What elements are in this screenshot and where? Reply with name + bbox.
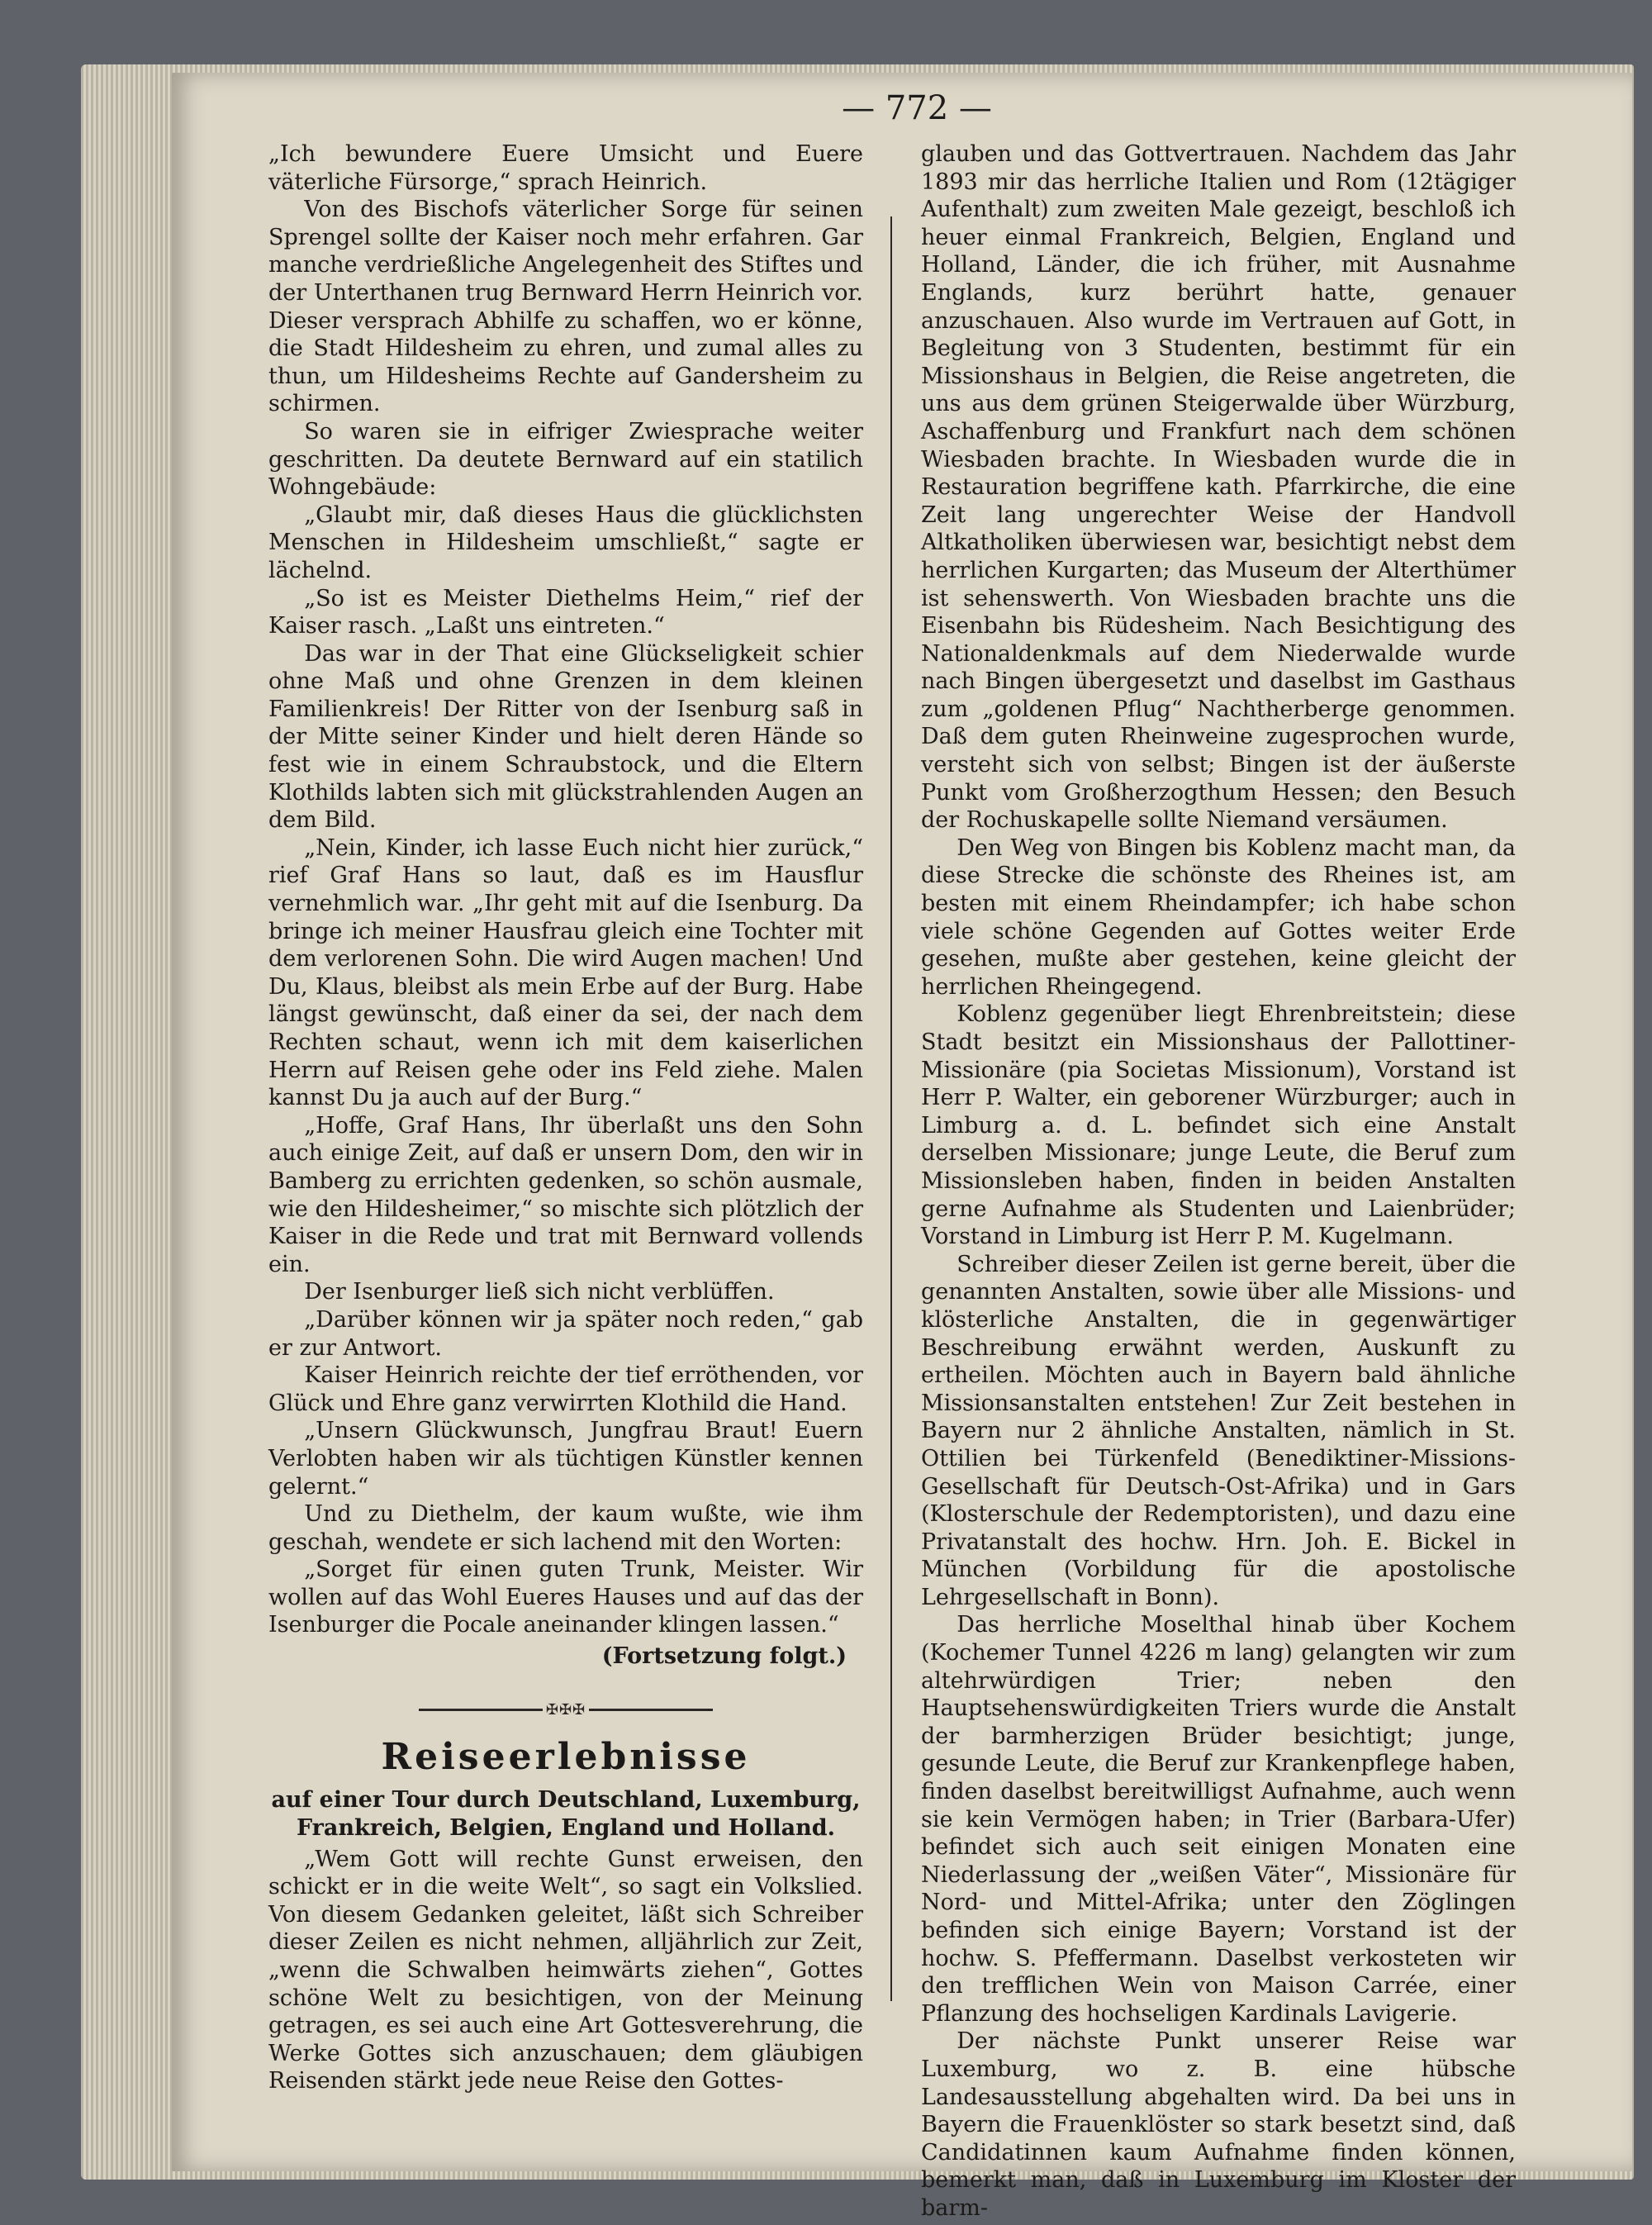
paragraph: „Hoffe, Graf Hans, Ihr überlaßt uns den Sohn auch einige Zeit, auf daß er unsern Dom, den wir in Bamberg zu errichten gedenken, so schön ausmale, wie den Hildesheimer,“ so mischte sich plötzlich der Kaiser in die Rede und trat mit Bernward vollends ein. <box>268 1112 863 1277</box>
left-column <box>268 140 863 2095</box>
paragraph: Der nächste Punkt unserer Reise war Luxemburg, wo z. B. eine hübsche Landesausstellung abgehalten wird. Da bei uns in Bayern die Frauenklöster so stark besetzt sind, daß Candidatinnen kaum Aufnahme finden können, bemerkt man, daß in Luxemburg im Kloster der barm- <box>921 2028 1516 2221</box>
paragraph: Den Weg von Bingen bis Koblenz macht man, da diese Strecke die schönste des Rheines ist, am besten mit einem Rheindampfer; ich habe schon viele schöne Gegenden auf Gottes weiter Erde gesehen, mußte aber gestehen, keine gleicht der herrlichen Rheingegend. <box>921 834 1516 1000</box>
page-number: — 772 — <box>842 89 992 127</box>
paragraph: „Sorget für einen guten Trunk, Meister. Wir wollen auf das Wohl Eueres Hauses und auf das der Isenburger die Pocale aneinander klingen lassen.“ <box>268 1557 863 1638</box>
paragraph: Und zu Diethelm, der kaum wußte, wie ihm geschah, wendete er sich lachend mit den Worten: <box>268 1501 863 1555</box>
paragraph: „Ich bewundere Euere Umsicht und Euere väterliche Fürsorge,“ sprach Heinrich. <box>268 141 863 195</box>
paragraph: Der Isenburger ließ sich nicht verblüffen. <box>304 1279 775 1305</box>
paragraph: glauben und das Gottvertrauen. Nachdem das Jahr 1893 mir das herrliche Italien und Rom (12tägiger Aufenthalt) zum zweiten Male gezeigt, beschloß ich heuer einmal Frankreich, Belgien, England und Holland, Länder, die ich früher, mit Ausnahme Englands, kurz berührt hatte, genauer anzuschauen. Also wurde im Vertrauen auf Gott, in Begleitung von 3 Studenten, bestimmt für ein Missionshaus in Belgien, die Reise angetreten, die uns aus dem grünen Steigerwalde über Würzburg, Aschaffenburg und Frankfurt nach dem schönen Wiesbaden brachte. In Wiesbaden wurde die in Restauration begriffene kath. Pfarrkirche, die eine Zeit lang ungerechter Weise der Handvoll Altkatholiken überwiesen war, besichtigt nebst dem herrlichen Kurgarten; das Museum der Alterthümer ist sehenswerth. Von Wiesbaden brachte uns die Eisenbahn bis Rüdesheim. Nach Besichtigung des Nationaldenkmals auf dem Niederwalde wurde nach Bingen übergesetzt und daselbst im Gasthaus zum „goldenen Pflug“ Nachtherberge genommen. Daß dem guten Rheinweine zugesprochen wurde, versteht sich von selbst; Bingen ist der äußerste Punkt vom Großherzogthum Hessen; den Besuch der Rochuskapelle sollte Niemand versäumen. <box>921 141 1516 834</box>
article-subtitle: auf einer Tour durch Deutschland, Luxemburg, Frankreich, Belgien, England und Holland. <box>271 1786 861 1841</box>
ornament-knot-icon: ✠✠✠ <box>545 1700 586 1719</box>
paragraph: Das war in der That eine Glückseligkeit schier ohne Maß und ohne Grenzen in dem kleinen Familienkreis! Der Ritter von der Isenburg saß in der Mitte seiner Kinder und hielt deren Hände so fest wie in einem Schraubstock, und die Eltern Klothilds labten sich mit glückstrahlenden Augen an dem Bild. <box>268 640 863 834</box>
paragraph: Koblenz gegenüber liegt Ehrenbreitstein; diese Stadt besitzt ein Missionshaus der Pallottiner-Missionäre (pia Societas Missionum), Vorstand ist Herr P. Walter, ein geborener Würzburger; auch in Limburg a. d. L. befindet sich eine Anstalt derselben Missionare; junge Leute, die Beruf zum Missionsleben haben, finden in beiden Anstalten gerne Aufnahme als Studenten und Laienbrüder; Vorstand in Limburg ist Herr P. M. Kugelmann. <box>921 1001 1516 1250</box>
paragraph: „So ist es Meister Diethelms Heim,“ rief der Kaiser rasch. „Laßt uns eintreten.“ <box>268 585 863 639</box>
article-title: Reiseerlebnisse <box>381 1735 751 1778</box>
paragraph: „Glaubt mir, daß dieses Haus die glücklichsten Menschen in Hildesheim umschließt,“ sagte er lächelnd. <box>268 502 863 583</box>
paragraph: „Nein, Kinder, ich lasse Euch nicht hier zurück,“ rief Graf Hans so laut, daß es im Hausflur vernehmlich war. „Ihr geht mit auf die Isenburg. Da bringe ich meiner Hausfrau gleich eine Tochter mit dem verlorenen Sohn. Die wird Augen machen! Und Du, Klaus, bleibst als mein Erbe auf der Burg. Habe längst gewünscht, daß einer da sei, der nach dem Rechten schaut, wenn ich mit dem kaiserlichen Herrn auf Reisen gehe oder ins Feld ziehe. Malen kannst Du ja auch auf der Burg.“ <box>268 834 863 1111</box>
section-divider-ornament <box>268 1702 863 1719</box>
paragraph: Kaiser Heinrich reichte der tief erröthenden, vor Glück und Ehre ganz verwirrten Klothild die Hand. <box>268 1362 863 1416</box>
paragraph: So waren sie in eifriger Zwiesprache weiter geschritten. Da deutete Bernward auf ein statilich Wohngebäude: <box>268 418 863 501</box>
paragraph: „Unsern Glückwunsch, Jungfrau Braut! Euern Verlobten haben wir als tüchtigen Künstler kennen gelernt.“ <box>268 1418 863 1500</box>
continuation-note: (Fortsetzung folgt.) <box>601 1643 847 1670</box>
paragraph: „Wem Gott will rechte Gunst erweisen, den schickt er in die weite Welt“, so sagt ein Volkslied. Von diesem Gedanken geleitet, läßt sich Schreiber dieser Zeilen es nicht nehmen, alljährlich zur Zeit, „wenn die Schwalben heimwärts ziehen“, Gottes schöne Welt zu besichtigen, von der Meinung getragen, es sei auch eine Art Gottesverehrung, die Werke Gottes sich anzuschauen; dem gläubigen Reisenden stärkt jede neue Reise den Gottes- <box>268 1846 863 2094</box>
paragraph: Das herrliche Moselthal hinab über Kochem (Kochemer Tunnel 4226 m lang) gelangten wir zum altehrwürdigen Trier; neben den Hauptsehenswürdigkeiten Triers wurde die Anstalt der barmherzigen Brüder besichtigt; junge, gesunde Leute, die Beruf zur Krankenpflege haben, finden daselbst bereitwilligst Aufnahme, auch wenn sie kein Vermögen haben; in Trier (Barbara-Ufer) befindet sich auch seit einigen Monaten eine Niederlassung der „weißen Väter“, Missionäre für Nord- und Mittel-Afrika; unter den Zöglingen befinden sich einige Bayern; Vorstand ist der hochw. S. Pfeffermann. Daselbst verkosteten wir den trefflichen Wein von Maison Carrée, einer Pflanzung des hochseligen Kardinals Lavigerie. <box>921 1612 1516 2027</box>
right-column <box>921 140 1516 2223</box>
paragraph: „Darüber können wir ja später noch reden,“ gab er zur Antwort. <box>268 1306 863 1361</box>
paragraph: Von des Bischofs väterlicher Sorge für seinen Sprengel sollte der Kaiser noch mehr erfahren. Gar manche verdrießliche Angelegenheit des Stiftes und der Unterthanen trug Bernward Herrn Heinrich vor. Dieser versprach Abhilfe zu schaffen, wo er könne, die Stadt Hildesheim zu ehren, und zumal alles zu thun, um Hildesheims Rechte auf Gandersheim zu schirmen. <box>268 197 863 417</box>
divider-rule-left <box>419 1709 543 1711</box>
column-divider <box>890 216 892 2001</box>
paragraph: Schreiber dieser Zeilen ist gerne bereit, über die genannten Anstalten, sowie über alle Missions- und klösterliche Anstalten, die in gegenwärtiger Beschreibung erwähnt werden, Auskunft zu ertheilen. Möchten auch in Bayern bald ähnliche Missionsanstalten entstehen! Zur Zeit bestehen in Bayern nur 2 ähnliche Anstalten, nämlich in St. Ottilien bei Türkenfeld (Benediktiner-Missions-Gesellschaft für Deutsch-Ost-Afrika) und in Gars (Klosterschule der Redemptoristen), und dazu eine Privatanstalt des hochw. Hrn. Joh. E. Bickel in München (Vorbildung für die apostolische Lehrgesellschaft in Bonn). <box>921 1251 1516 1610</box>
divider-rule-right <box>589 1709 713 1711</box>
